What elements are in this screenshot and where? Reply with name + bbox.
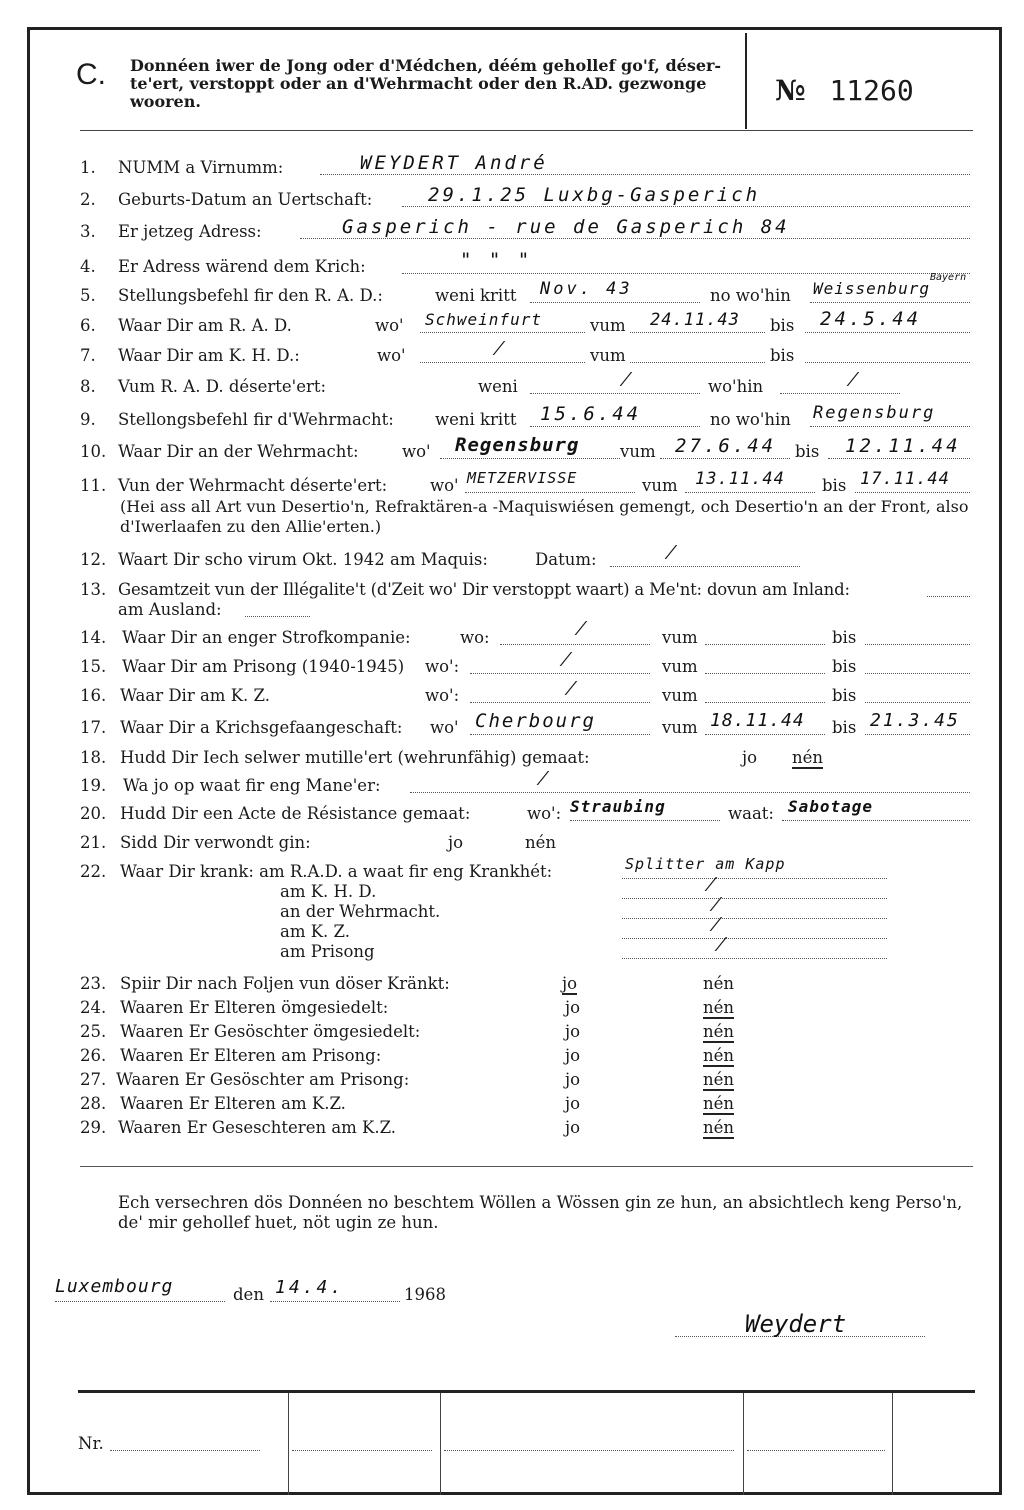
- item-subfield-label: vum: [642, 476, 678, 495]
- fill-line[interactable]: [245, 600, 310, 617]
- option-nen-selected[interactable]: nén: [703, 1022, 735, 1041]
- item-number: 11.: [80, 476, 107, 495]
- item-label: Stellongsbefehl fir d'Wehrmacht:: [118, 410, 394, 429]
- fill-line[interactable]: [610, 550, 800, 567]
- handwritten-date: 24.5.44: [820, 308, 922, 330]
- item-number: 4.: [80, 257, 96, 276]
- fill-line[interactable]: [705, 686, 825, 703]
- item-number: 28.: [80, 1094, 107, 1113]
- footer-col-divider: [288, 1393, 289, 1495]
- footer-col-divider: [743, 1393, 744, 1495]
- item-label: Vum R. A. D. déserte'ert:: [118, 377, 327, 396]
- item-subfield-label: vum: [662, 628, 698, 647]
- fill-line[interactable]: [530, 377, 700, 394]
- item-subfield-label: wo':: [425, 657, 460, 676]
- option-jo[interactable]: jo: [565, 998, 581, 1017]
- section-rule: [80, 1166, 973, 1167]
- item-subfield-label: wo:: [460, 628, 490, 647]
- handwritten-date: 12.11.44: [845, 435, 961, 457]
- slash-mark-icon: ⁄: [715, 914, 719, 936]
- section-letter: C.: [76, 58, 106, 91]
- handwritten-date: 14.4.: [275, 1277, 345, 1298]
- item-number: 6.: [80, 316, 96, 335]
- option-nen[interactable]: nén: [703, 974, 735, 993]
- den-label: den: [233, 1285, 264, 1304]
- item-number: 25.: [80, 1022, 107, 1041]
- item-subfield-label: bis: [795, 442, 820, 461]
- item-label: Waar Dir krank: am R.A.D. a waat fir eng Krankhét:: [120, 862, 553, 881]
- slash-mark-icon: ⁄: [570, 678, 574, 700]
- fill-line[interactable]: [747, 1434, 885, 1451]
- item-subfield-label: vum: [662, 718, 698, 737]
- form-number: [775, 74, 914, 107]
- handwritten-note: Bayern: [930, 272, 967, 283]
- fill-line[interactable]: [622, 882, 887, 899]
- item-number: 7.: [80, 346, 96, 365]
- item-subfield-label: Datum:: [535, 550, 597, 569]
- item-label: Waaren Er Elteren am Prisong:: [120, 1046, 382, 1065]
- item-subfield-label: wo': [377, 346, 406, 365]
- item-subfield-label: bis: [832, 628, 857, 647]
- fill-line[interactable]: [865, 686, 970, 703]
- nr-label: Nr.: [78, 1434, 104, 1453]
- handwritten-signature: Weydert: [745, 1310, 847, 1338]
- item-label: Geburts-Datum an Uertschaft:: [118, 190, 373, 209]
- item-label: Waar Dir am K. Z.: [120, 686, 270, 705]
- item-subfield-label: wo': [375, 316, 404, 335]
- item-label: Waaren Er Gesöschter am Prisong:: [116, 1070, 410, 1089]
- slash-mark-icon: ⁄: [498, 338, 502, 360]
- item-label: Stellungsbefehl fir den R. A. D.:: [118, 286, 383, 305]
- handwritten-address: Gasperich - rue de Gasperich 84: [342, 216, 790, 238]
- option-jo[interactable]: jo: [565, 1070, 581, 1089]
- fill-line[interactable]: [705, 628, 825, 645]
- fill-line[interactable]: [622, 942, 887, 959]
- slash-mark-icon: ⁄: [565, 649, 569, 671]
- item-subfield-label: vum: [590, 346, 626, 365]
- handwritten-name: WEYDERT André: [360, 152, 548, 174]
- item-label: Waar Dir an der Wehrmacht:: [118, 442, 359, 461]
- handwritten-date: 27.6.44: [675, 435, 777, 457]
- item-subfield-label: wo': [430, 718, 459, 737]
- item-number: 3.: [80, 222, 96, 241]
- item-number: 17.: [80, 718, 107, 737]
- item-number: 27.: [80, 1070, 107, 1089]
- item-number: 10.: [80, 442, 107, 461]
- item-label: Spiir Dir nach Foljen vun döser Kränkt:: [120, 974, 450, 993]
- slash-mark-icon: ⁄: [852, 369, 856, 391]
- slash-mark-icon: ⁄: [625, 369, 629, 391]
- item-subfield-label: wo'hin: [708, 377, 764, 396]
- handwritten-date: 15.6.44: [540, 403, 642, 425]
- item-number: 29.: [80, 1118, 107, 1137]
- handwritten-place: Regensburg: [455, 434, 580, 456]
- handwritten-date: 21.3.45: [870, 710, 960, 731]
- item-number: 21.: [80, 833, 107, 852]
- item-subfield-label: vum: [662, 686, 698, 705]
- item-label: am Ausland:: [118, 600, 222, 619]
- year-label: 1968: [404, 1285, 446, 1304]
- item-number: 20.: [80, 804, 107, 823]
- slash-mark-icon: ⁄: [715, 894, 719, 916]
- item-number: 8.: [80, 377, 96, 396]
- handwritten-ditto: " " ": [460, 249, 533, 271]
- item-number: 2.: [80, 190, 96, 209]
- handwritten-place: Cherbourg: [475, 710, 596, 732]
- option-jo[interactable]: jo: [565, 1094, 581, 1113]
- item-subfield-label: bis: [770, 346, 795, 365]
- section-title: Donnéen iwer de Jong oder d'Médchen, déém gehollef go'f, déser-te'ert, verstoppt oder an d'Wehrmacht oder den R.AD. gezwonge wooren.: [130, 56, 722, 111]
- item-number: 26.: [80, 1046, 107, 1065]
- fill-line[interactable]: [470, 686, 650, 703]
- item-number: 18.: [80, 748, 107, 767]
- item-number: 12.: [80, 550, 107, 569]
- footer-col-divider: [440, 1393, 441, 1495]
- slash-mark-icon: ⁄: [542, 768, 546, 790]
- option-nen-selected[interactable]: nén: [792, 748, 824, 767]
- option-jo[interactable]: jo: [742, 748, 758, 767]
- option-nen[interactable]: nén: [525, 833, 557, 852]
- item-sublabel: am K. H. D.: [280, 882, 377, 901]
- fill-line[interactable]: [705, 657, 825, 674]
- option-jo[interactable]: jo: [448, 833, 464, 852]
- item-number: 19.: [80, 776, 107, 795]
- item-number: 13.: [80, 580, 107, 599]
- item-number: 15.: [80, 657, 107, 676]
- handwritten-date: 13.11.44: [695, 469, 785, 489]
- item-sublabel: am Prisong: [280, 942, 375, 961]
- number-value: 11260: [829, 74, 914, 107]
- item-label: Waaren Er Gesöschter ömgesiedelt:: [120, 1022, 421, 1041]
- handwritten-date: Nov. 43: [540, 279, 633, 299]
- option-nen-selected[interactable]: nén: [703, 1094, 735, 1113]
- item-subfield-label: vum: [590, 316, 626, 335]
- item-label: Er jetzeg Adress:: [118, 222, 262, 241]
- handwritten-illness: Splitter am Kapp: [625, 855, 786, 873]
- handwritten-activity: Sabotage: [788, 797, 874, 816]
- item-label: Sidd Dir verwondt gin:: [120, 833, 311, 852]
- fill-line[interactable]: [780, 377, 900, 394]
- header-divider: [745, 33, 747, 129]
- item-label: Waart Dir scho virum Okt. 1942 am Maquis:: [118, 550, 488, 569]
- item-number: 16.: [80, 686, 107, 705]
- fill-line[interactable]: [470, 657, 650, 674]
- item-subfield-label: no wo'hin: [710, 410, 791, 429]
- fill-line[interactable]: [622, 902, 887, 919]
- footer-top-rule: [78, 1390, 975, 1393]
- fill-line[interactable]: [622, 922, 887, 939]
- handwritten-place: Straubing: [570, 797, 666, 816]
- item-subfield-label: bis: [822, 476, 847, 495]
- fill-line[interactable]: [420, 346, 585, 363]
- fill-line[interactable]: [292, 1434, 432, 1451]
- fill-line[interactable]: [410, 776, 970, 793]
- item-label: Waaren Er Elteren ömgesiedelt:: [120, 998, 389, 1017]
- item-label: Waaren Er Elteren am K.Z.: [120, 1094, 346, 1113]
- item-subfield-label: vum: [620, 442, 656, 461]
- fill-line[interactable]: [110, 1434, 260, 1451]
- item-label: Hudd Dir Iech selwer mutille'ert (wehrunfähig) gemaat:: [120, 748, 590, 767]
- item-label: Gesamtzeit vun der Illégalite't (d'Zeit wo' Dir verstoppt waart) a Me'nt: dovun am Inland:: [118, 580, 850, 599]
- number-sign: №: [775, 74, 806, 107]
- item-subfield-label: wo': [430, 476, 459, 495]
- item-label: Vun der Wehrmacht déserte'ert:: [118, 476, 388, 495]
- item-label: Waar Dir am R. A. D.: [118, 316, 292, 335]
- fill-line[interactable]: [500, 628, 650, 645]
- fill-line[interactable]: [805, 346, 970, 363]
- item-label: Wa jo op waat fir eng Mane'er:: [123, 776, 381, 795]
- item-subfield-label: weni kritt: [435, 410, 517, 429]
- fill-line[interactable]: [865, 657, 970, 674]
- fill-line[interactable]: [927, 580, 970, 597]
- item-number: 23.: [80, 974, 107, 993]
- slash-mark-icon: ⁄: [580, 618, 584, 640]
- item-subfield-label: wo':: [425, 686, 460, 705]
- handwritten-place: METZERVISSE: [467, 469, 578, 487]
- item-sublabel: am K. Z.: [280, 922, 350, 941]
- item-11-note: (Hei ass all Art vun Desertio'n, Refraktären-a -Maquiswiésen gemengt, och Desertio'n an der Front, also d'Iwerlaafen zu den Allie'erten.): [120, 497, 969, 536]
- option-nen-selected[interactable]: nén: [703, 1118, 735, 1137]
- item-subfield-label: weni: [478, 377, 518, 396]
- option-jo[interactable]: jo: [565, 1118, 581, 1137]
- handwritten-place: Luxembourg: [55, 1276, 174, 1297]
- slash-mark-icon: ⁄: [720, 934, 724, 956]
- handwritten-date: 24.11.43: [650, 310, 740, 330]
- item-subfield-label: bis: [832, 718, 857, 737]
- fill-line[interactable]: [444, 1434, 734, 1451]
- item-number: 5.: [80, 286, 96, 305]
- option-jo[interactable]: jo: [565, 1022, 581, 1041]
- item-subfield-label: bis: [770, 316, 795, 335]
- item-sublabel: an der Wehrmacht.: [280, 902, 441, 921]
- slash-mark-icon: ⁄: [670, 542, 674, 564]
- item-subfield-label: bis: [832, 657, 857, 676]
- handwritten-place: Weissenburg: [813, 279, 930, 298]
- item-number: 22.: [80, 862, 107, 881]
- form-page: [27, 27, 1002, 1495]
- item-subfield-label: weni kritt: [435, 286, 517, 305]
- item-label: Er Adress wärend dem Krich:: [118, 257, 366, 276]
- item-subfield-label: wo': [402, 442, 431, 461]
- item-number: 24.: [80, 998, 107, 1017]
- item-subfield-label: bis: [832, 686, 857, 705]
- handwritten-birth: 29.1.25 Luxbg-Gasperich: [428, 184, 761, 206]
- item-label: NUMM a Virnumm:: [118, 158, 284, 177]
- item-label: Hudd Dir een Acte de Résistance gemaat:: [120, 804, 471, 823]
- option-nen-selected[interactable]: nén: [703, 1046, 735, 1065]
- fill-line[interactable]: [865, 628, 970, 645]
- item-label: Waar Dir a Krichsgefaangeschaft:: [120, 718, 403, 737]
- handwritten-date: 17.11.44: [860, 469, 950, 489]
- item-subfield-label: vum: [662, 657, 698, 676]
- item-number: 14.: [80, 628, 107, 647]
- footer-col-divider: [892, 1393, 893, 1495]
- item-label: Waar Dir am K. H. D.:: [118, 346, 300, 365]
- header-rule: [80, 130, 973, 131]
- slash-mark-icon: ⁄: [710, 874, 714, 896]
- item-number: 9.: [80, 410, 96, 429]
- item-subfield-label: wo':: [527, 804, 562, 823]
- item-subfield-label: no wo'hin: [710, 286, 791, 305]
- item-label: Waaren Er Geseschteren am K.Z.: [118, 1118, 397, 1137]
- option-jo[interactable]: jo: [565, 1046, 581, 1065]
- declaration-text: Ech versechren dös Donnéen no beschtem Wöllen a Wössen gin ze hun, an absichtlech keng Perso'n, de' mir gehollef huet, nöt ugin ze hun.: [118, 1193, 963, 1232]
- option-jo-selected[interactable]: jo: [562, 974, 578, 993]
- option-nen-selected[interactable]: nén: [703, 998, 735, 1017]
- item-label: Waar Dir an enger Strofkompanie:: [122, 628, 411, 647]
- handwritten-place: Regensburg: [813, 403, 936, 423]
- item-label: Waar Dir am Prisong (1940-1945): [122, 657, 405, 676]
- handwritten-date: 18.11.44: [710, 710, 805, 731]
- item-subfield-label: waat:: [728, 804, 774, 823]
- handwritten-place: Schweinfurt: [425, 310, 542, 329]
- fill-line[interactable]: [630, 346, 765, 363]
- item-number: 1.: [80, 158, 96, 177]
- option-nen-selected[interactable]: nén: [703, 1070, 735, 1089]
